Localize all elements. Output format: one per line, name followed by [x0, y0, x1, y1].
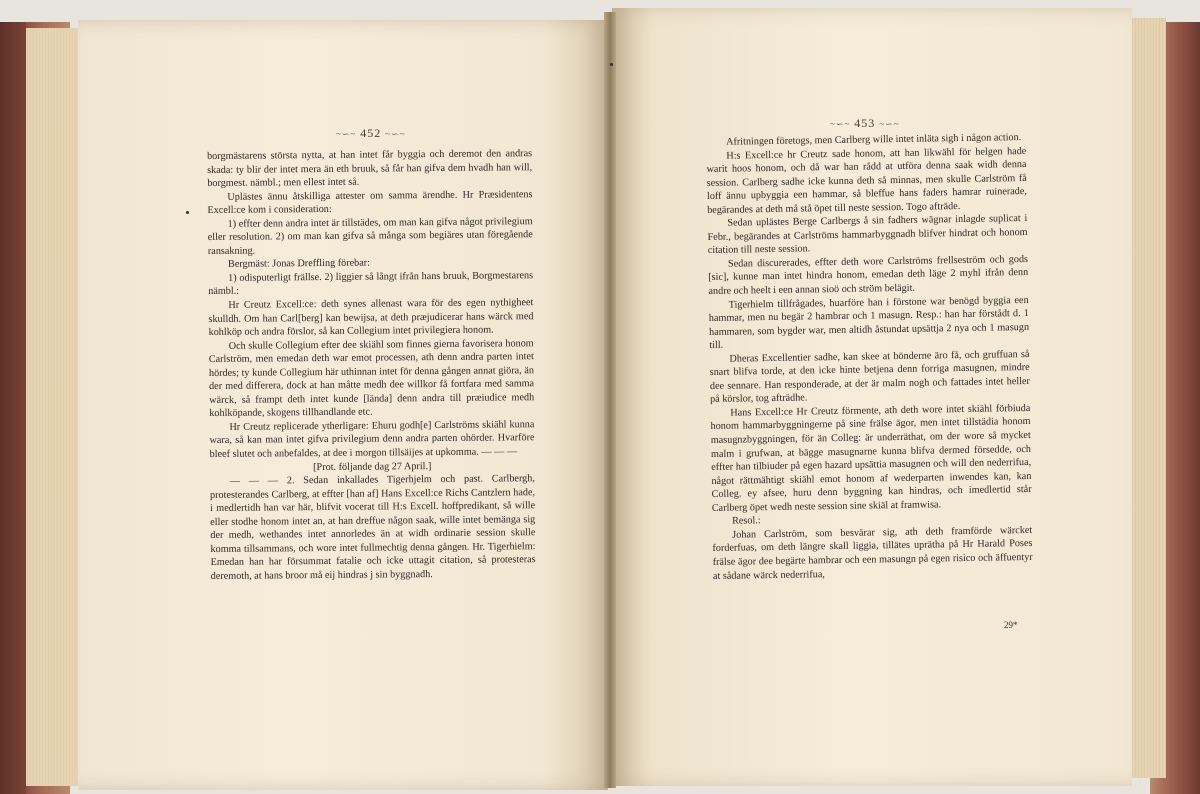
left-page-number — [336, 126, 406, 141]
paragraph: Uplästes ännu åtskilliga attester om samma ärendhe. Hr Præsidentens Excell:ce kom i consideration: — [207, 188, 533, 217]
left-cover-edge — [0, 22, 26, 794]
ornament-right: ~∽~ — [879, 119, 900, 129]
ornament-left: ~∽~ — [336, 129, 357, 139]
left-page-stack — [26, 28, 81, 786]
page-speck — [186, 211, 189, 214]
paragraph: Tigerhielm tillfrågades, huarföre han i förstone war benögd byggia een hammar, men nu begär 2 hambrar och 1 masugn. Resp.: han har förstådt d. 1 hammaren, som bygder war, men altidh åstundat upsättja 2 nya och 1 masugn till. — [708, 294, 1030, 352]
paragraph: — — — 2. Sedan inkallades Tigerhjelm och past. Carlbergh, protesterandes Carlberg, at effter [han af] Hans Excell:ce Richs Cantzlern hade, i medlertidh han var här, blifvit vocerat till H:s Excell. hoffpredikant, så wille eller stodhe honom intet an, at han dreffue någon saak, wille intet bemänga sig der medh, wethandes intet annorledes än at widh ordinarie session skulle komma tillsammans, och wore intet fullmechtig denna gången. Hr. Tigerhielm: Emedan han har försummat fatalie och icke uttagit citation, så protesteras deremoth, at hans broor må eij hindras j sin byggnadh. — [209, 473, 536, 582]
paragraph: Afritningen företogs, men Carlberg wille intet inläta sigh i någon action. — [726, 132, 1022, 148]
right-page-text — [706, 131, 1033, 583]
left-page-number-text: 452 — [360, 126, 382, 140]
paragraph: 1) effter denn andra intet är tillstädes, om man kan gifva något privilegium eller resolution. 2) om man kan gifva så många som begiäres utan föregående ransakning. — [207, 215, 533, 257]
paragraph: [Prot. följande dag 27 April.] — [313, 460, 432, 473]
right-page-number — [830, 116, 900, 131]
ornament-right: ~∽~ — [385, 129, 406, 139]
right-page-stack — [1128, 18, 1166, 778]
paragraph: borgmästarens största nytta, at han intet får byggia och deremot den andras skada: ty blir der intet mera än eth bruuk, så får han gifva dem hvadh han will, borgmest. nämbl.; men ellest intet så. — [207, 148, 533, 190]
paragraph: Sedan uplästes Berge Carlbergs å sin fadhers wägnar inlagde suplicat i Febr., begärandes at Carlströms hammarbyggnadh blifver hindrat och honom citation till neste session. — [707, 213, 1028, 257]
paragraph: Johan Carlström, som besvärar sig, ath deth framförde wärcket forderfuas, om deth längre skall liggia, tillätes upräthа på Hr Harald Poses frälse ägor dee begärte hambrar och een masungn på egen risico och äffuentyr at sådane wärck nederrifua, — [712, 524, 1033, 582]
gutter-speck — [610, 63, 613, 66]
paragraph: Och skulle Collegium efter dee skiähl som finnes gierna favorisera honom Carlström, men emedan deth war emot processen, ath denn andra parten intet hördes; ty kunde Collegium här uthinnan intet för denna gången annat giöra, än der med differera, dock at han måtte medh dee willkor få fortfara med samma wärck, så frampt deth intet kunde [lända] denn andra till præiudice medh kohlköpande, skogens tillhandlande etc. — [208, 337, 535, 420]
paragraph: Hr Creutz Excell:ce: deth synes allenast wara för des egen nythigheet skulldh. Om han Carl[berg] kan bewijsa, at deth præjudicerar hans wärck med kohlköp och andra förslor, så kan Collegium intet privilegiera honom. — [208, 297, 534, 339]
paragraph: 1) odisputerligt frällse. 2) liggier så långt ifrån hans bruuk, Borgmestarens nämbl.: — [208, 270, 534, 298]
paragraph: H:s Excell:ce hr Creutz sade honom, att han likwähl för helgen hade warit hoos honom, och då war han rådd at utföra denna saak widh denna session. Carlberg sadhe icke kunna deth så minnas, men skulle Carlström få loff ännu upbyggia een hammar, så bleffue hans faders hamrar ruinerade, begärandes at deth må stå öpet till neste session. Togo afträde. — [706, 145, 1028, 216]
ornament-left: ~∽~ — [830, 119, 851, 129]
signature-mark: 29* — [1004, 620, 1018, 630]
right-page-number-text: 453 — [854, 116, 876, 130]
paragraph: Hr Creutz replicerade ytherligare: Ehuru godh[e] Carlströms skiähl kunna wara, så kan man intet gifva privilegium denn andra parten ohörder. Hvarföre bleef slutet och anbefaldes, at dee i morgon tillsäijes at upkomma. — — — — [209, 419, 535, 461]
left-page-text — [207, 147, 536, 583]
paragraph: Sedan discurerades, effter deth wore Carlströms frellseström och gods [sic], kunne man intet hindra honom, emedan deth läge 2 myhl ifrån denn andre och heelt i een annan sioö och ström belägit. — [708, 253, 1029, 297]
book-gutter — [604, 12, 616, 788]
paragraph: Hans Excell:ce Hr Creutz förmente, ath deth wore intet skiähl förbiuda honom hammarbyggningerne på sine frälse ägor, men intet tillstädia honom masugnzbyggningen, för än Colleg: är underräthat, om der wore så mycket malm i grufwan, at bägge masugnarne kunna blifva dermed försedde, och effter han tilbiuder på egen hazard upsättia masugnen och will den nederrifua, något rättmähtigt skiähl emot honom af wederparten inwendes kan, kan Colleg. ey afsee, huru denn byggning kan hindras, och imedlertid står Carlberg öpet wedh neste session sine skiäl at framwisa. — [710, 402, 1032, 514]
paragraph: Bergmäst: Jonas Dreffling förebar: — [227, 257, 370, 271]
paragraph: Resol.: — [731, 515, 761, 527]
paragraph: Dheras Excellentier sadhe, kan skee at bönderne äro få, och gruffuan så snart blifva torde, at den icke hinte betjena denn forriga masugnen, mindre dee sennare. Han responderade, at der är malm nogh och fattades intet heller på körslor, tog afträdhe. — [709, 348, 1030, 406]
